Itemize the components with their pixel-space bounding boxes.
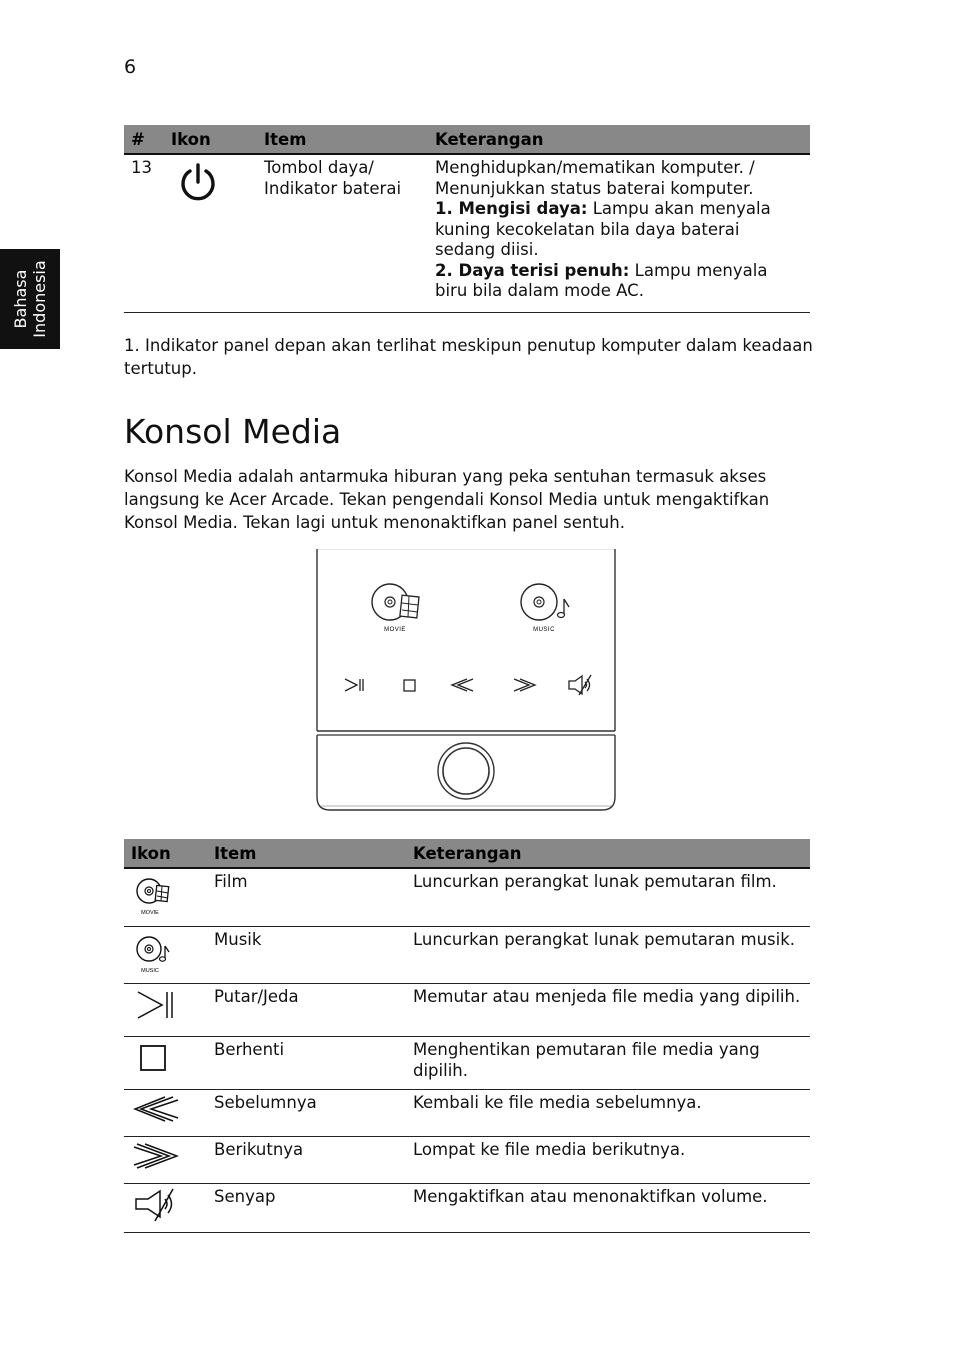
charging-text: Lampu akan menyala kuning kecokelatan bila daya baterai sedang diisi. (435, 199, 771, 259)
table-row (124, 1137, 810, 1184)
next-icon (133, 1140, 179, 1172)
icon-cell (124, 1184, 207, 1233)
item: Sebelumnya (207, 1090, 406, 1137)
header-item: Item (257, 125, 428, 154)
charging-label: 1. Mengisi daya: (435, 199, 588, 218)
table-row (124, 984, 810, 1037)
item: Musik (207, 926, 406, 984)
side-tab-line1: Bahasa (11, 269, 30, 329)
header-desc: Keterangan (406, 839, 810, 868)
device-play-pause-icon (345, 679, 357, 691)
movie-icon-label: MOVIE (141, 910, 159, 916)
device-control-row (345, 675, 591, 695)
header-num: # (124, 125, 164, 154)
icon-cell (124, 1137, 207, 1184)
full-label: 2. Daya terisi penuh: (435, 260, 630, 280)
icon-cell (124, 926, 207, 984)
full-text: Lampu menyala biru bila dalam mode AC. (435, 260, 768, 300)
stop-icon (133, 1042, 173, 1076)
desc: Kembali ke file media sebelumnya. (406, 1090, 810, 1137)
row-desc (428, 154, 810, 312)
table-row (124, 868, 810, 926)
device-previous-icon (452, 679, 473, 691)
table-header-row (124, 125, 810, 154)
item: Film (207, 868, 406, 926)
header-item: Item (207, 839, 406, 868)
table-row (124, 1184, 810, 1233)
mute-icon (133, 1187, 179, 1223)
previous-icon (133, 1093, 179, 1125)
row-num: 13 (124, 154, 164, 312)
icon-cell (124, 1090, 207, 1137)
device-music-label: MUSIC (533, 627, 555, 633)
icon-cell (124, 984, 207, 1037)
play-pause-icon (133, 988, 177, 1022)
device-music-icon (521, 584, 569, 620)
power-icon (176, 161, 220, 205)
device-power-button (438, 743, 494, 799)
device-movie-icon (372, 584, 419, 620)
page-number: 6 (124, 56, 137, 78)
power-indicator-table (124, 125, 810, 313)
movie-icon (134, 875, 174, 917)
desc: Luncurkan perangkat lunak pemutaran musik. (406, 926, 810, 984)
desc: Mengaktifkan atau menonaktifkan volume. (406, 1184, 810, 1233)
device-stop-icon (404, 680, 415, 691)
section-title: Konsol Media (124, 412, 342, 451)
table-row (124, 1037, 810, 1090)
table-row (124, 1090, 810, 1137)
music-icon (134, 933, 174, 975)
table-row (124, 926, 810, 984)
desc: Memutar atau menjeda file media yang dipilih. (406, 984, 810, 1037)
footnote: 1. Indikator panel depan akan terlihat meskipun penutup komputer dalam keadaan tertutup. (124, 336, 813, 378)
side-tab-line2: Indonesia (30, 260, 49, 338)
desc: Menghentikan pemutaran file media yang dipilih. (406, 1037, 810, 1090)
header-icon: Ikon (164, 125, 257, 154)
intro-paragraph: Konsol Media adalah antarmuka hiburan yang peka sentuhan termasuk akses langsung ke Acer Arcade. Tekan pengendali Konsol Media untuk mengaktifkan Konsol Media. Tekan lagi untuk menonaktifkan panel sentuh. (124, 467, 770, 532)
device-movie-label: MOVIE (384, 627, 406, 633)
icon-cell (124, 1037, 207, 1090)
icon-cell (124, 868, 207, 926)
media-console-table (124, 839, 810, 1233)
desc: Luncurkan perangkat lunak pemutaran film. (406, 868, 810, 926)
row-icon-cell (164, 154, 257, 312)
table-header-row (124, 839, 810, 868)
desc-line1: Menghidupkan/mematikan komputer. / Menunjukkan status baterai komputer. (435, 158, 755, 198)
device-mute-icon (569, 676, 582, 694)
device-next-icon (514, 679, 535, 691)
table-row (124, 154, 810, 312)
item: Senyap (207, 1184, 406, 1233)
language-side-tab (0, 249, 60, 349)
item: Berikutnya (207, 1137, 406, 1184)
music-icon-label: MUSIC (141, 967, 159, 974)
row-item: Tombol daya/ Indikator baterai (257, 154, 428, 312)
header-icon: Ikon (124, 839, 207, 868)
header-desc: Keterangan (428, 125, 810, 154)
item: Berhenti (207, 1037, 406, 1090)
media-console-illustration (315, 549, 617, 812)
desc: Lompat ke file media berikutnya. (406, 1137, 810, 1184)
item: Putar/Jeda (207, 984, 406, 1037)
